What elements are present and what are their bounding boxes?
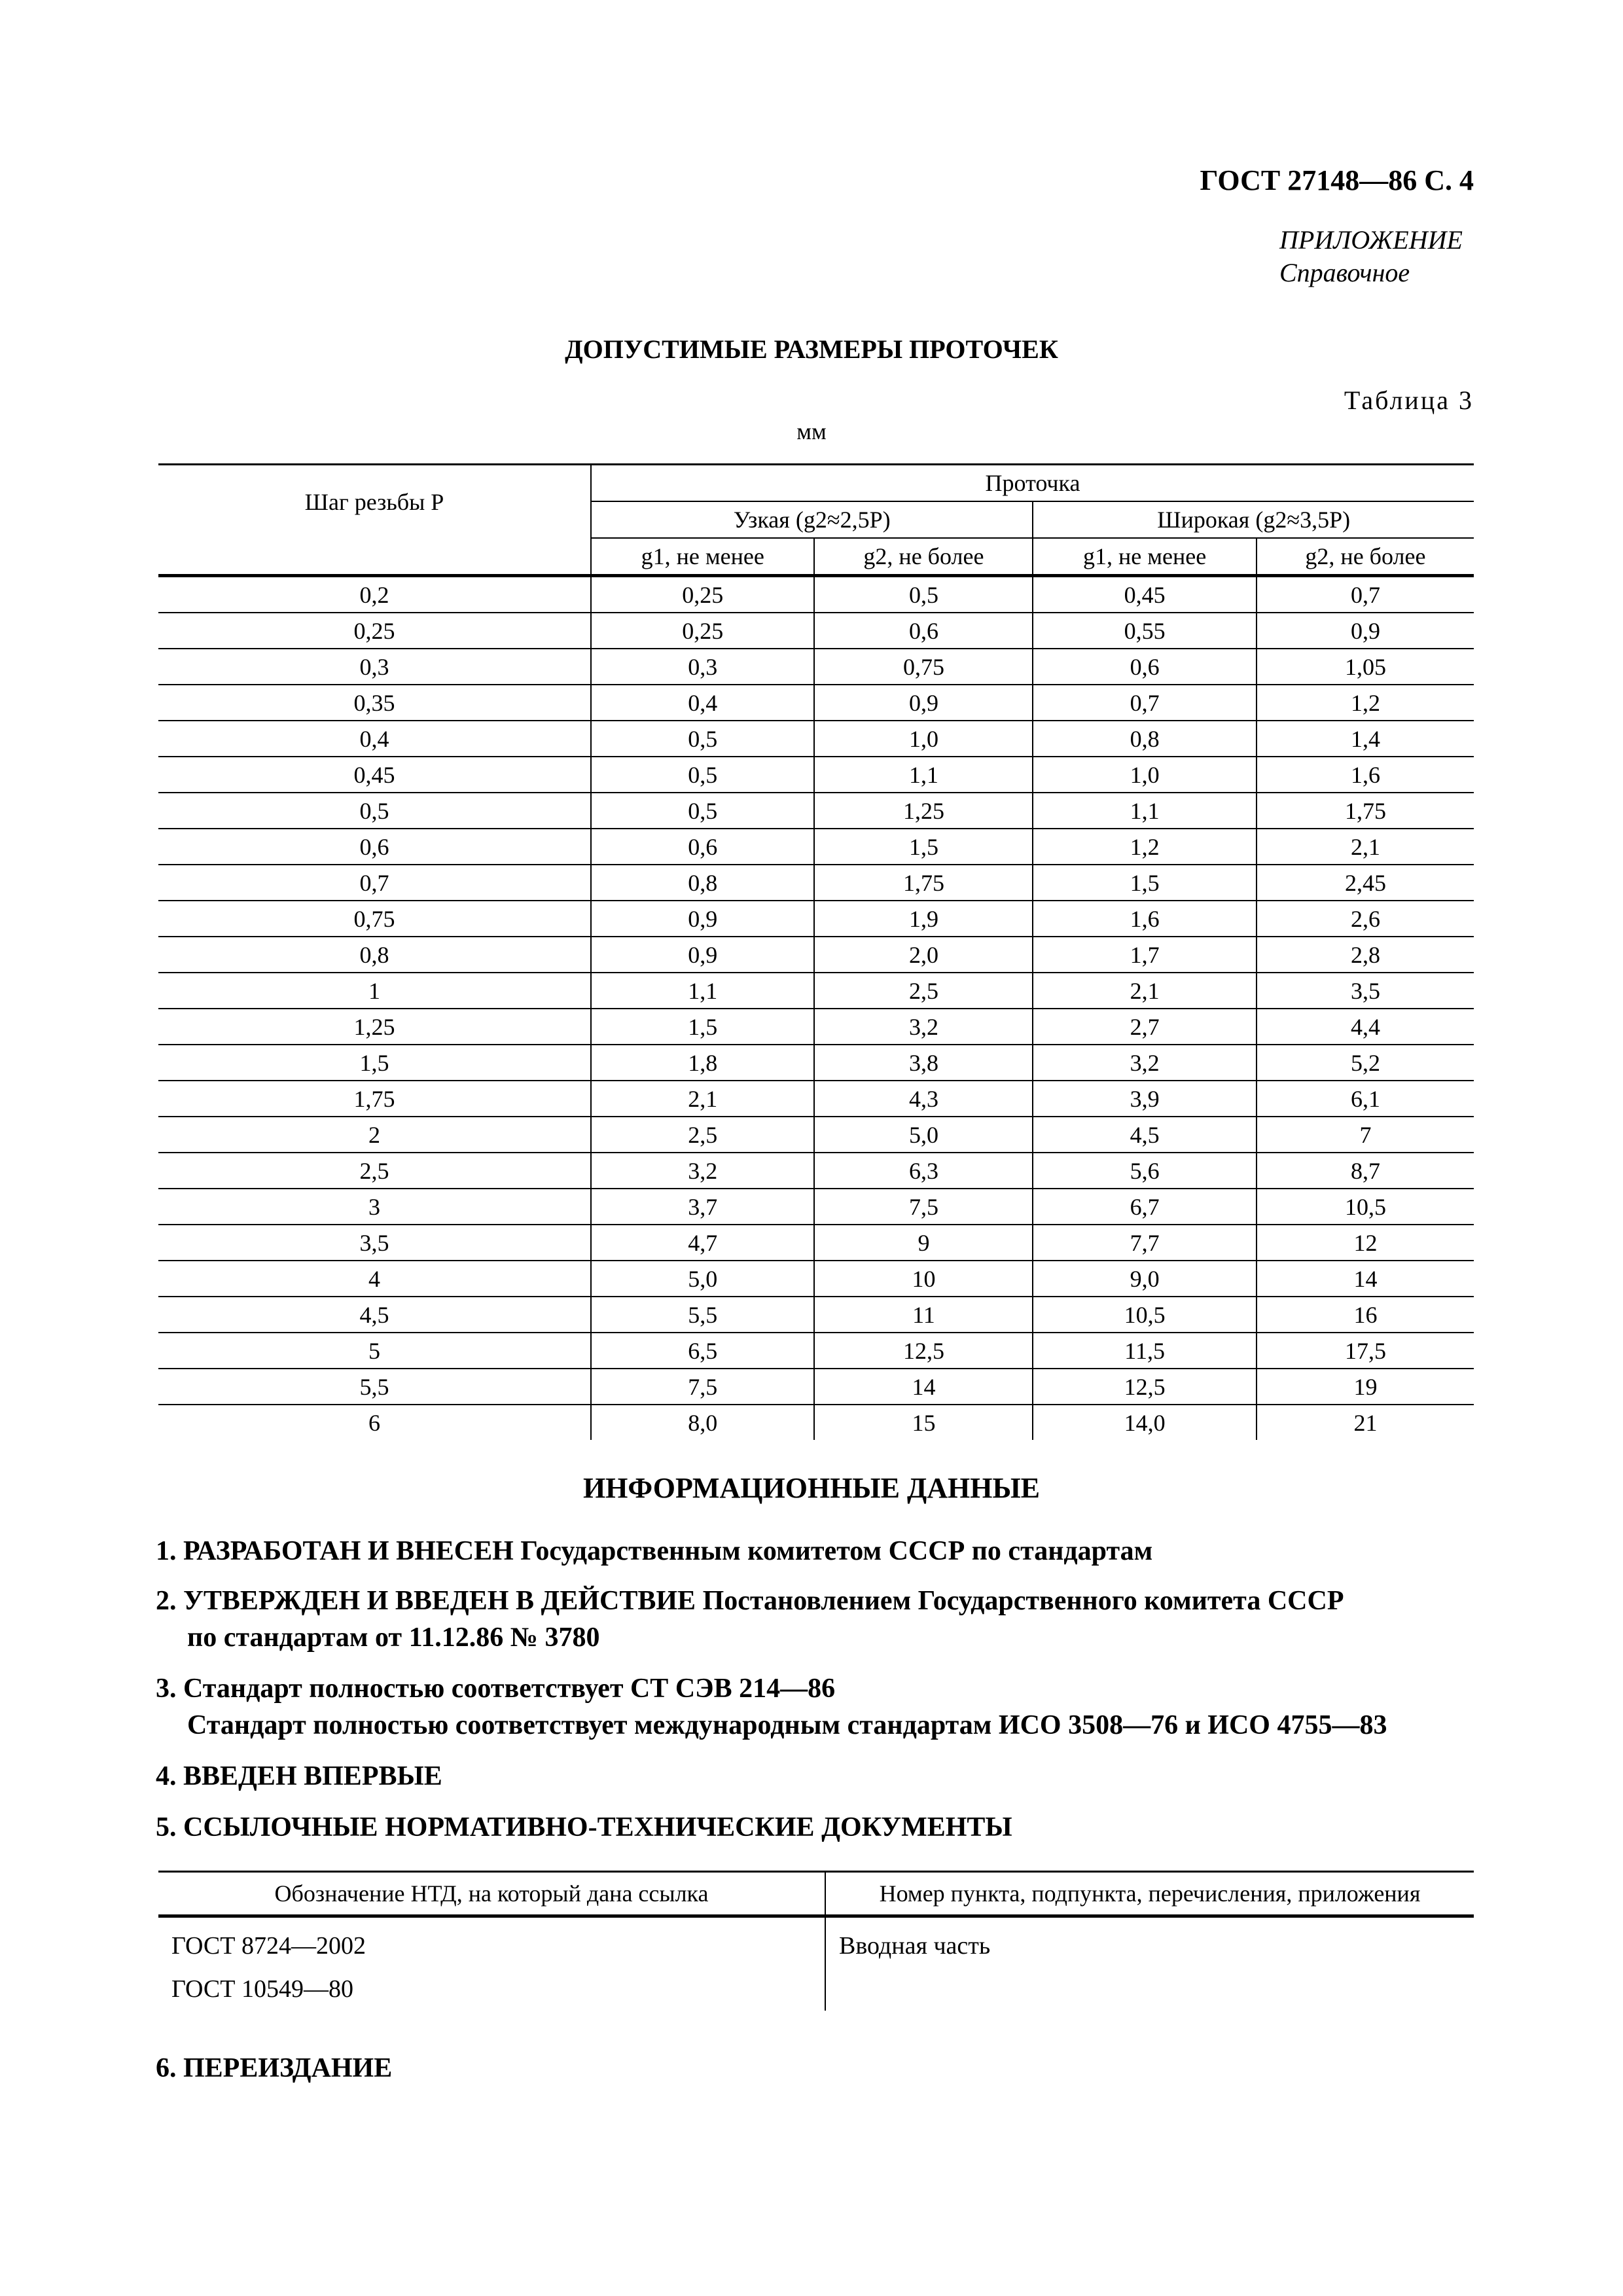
- table-cell: 0,9: [591, 901, 814, 937]
- table-cell: 21: [1257, 1405, 1474, 1440]
- table-row: [158, 576, 1474, 613]
- table-cell: 4,7: [591, 1225, 814, 1261]
- table-cell: 1,5: [1033, 865, 1256, 901]
- info-item-2-line1: 2. УТВЕРЖДЕН И ВВЕДЕН В ДЕЙСТВИЕ Постановлением Государственного комитета СССР: [156, 1586, 1344, 1616]
- info-item-2-line2: по стандартам от 11.12.86 № 3780: [187, 1623, 600, 1653]
- table-cell: 4,5: [1033, 1117, 1256, 1153]
- table-cell: 5,0: [591, 1261, 814, 1297]
- table-cell: 3,2: [814, 1009, 1033, 1045]
- table-cell: 1,5: [591, 1009, 814, 1045]
- table-cell: 3,8: [814, 1045, 1033, 1081]
- table-cell: 2,1: [591, 1081, 814, 1117]
- table-cell: 1,1: [814, 757, 1033, 793]
- ref-doc-1: ГОСТ 8724—2002: [171, 1932, 366, 1960]
- table-cell: 0,8: [591, 865, 814, 901]
- table-row: [158, 1297, 1474, 1333]
- table-cell: 5,5: [158, 1369, 591, 1405]
- table-cell: 9: [814, 1225, 1033, 1261]
- table-cell: 6: [158, 1405, 591, 1440]
- ref-section-cell: Вводная часть: [825, 1916, 1474, 2011]
- table-row: [158, 901, 1474, 937]
- table-cell: 0,35: [158, 685, 591, 721]
- table-cell: 1,2: [1033, 829, 1256, 865]
- table-cell: 1,75: [814, 865, 1033, 901]
- col-header-narrow-g1: g1, не менее: [591, 538, 814, 576]
- table-cell: 9,0: [1033, 1261, 1256, 1297]
- col-header-wide-g1: g1, не менее: [1033, 538, 1256, 576]
- table-cell: 7,5: [591, 1369, 814, 1405]
- table-cell: 12,5: [1033, 1369, 1256, 1405]
- table-cell: 2,1: [1257, 829, 1474, 865]
- table-cell: 14: [814, 1369, 1033, 1405]
- table-label: Таблица 3: [1344, 386, 1474, 415]
- info-item-3-line2: Стандарт полностью соответствует международным стандартам ИСО 3508—76 и ИСО 4755—83: [187, 1710, 1387, 1740]
- table-cell: 4,5: [158, 1297, 591, 1333]
- table-cell: 2,45: [1257, 865, 1474, 901]
- col-header-narrow: Узкая (g2≈2,5P): [591, 501, 1033, 538]
- table-cell: 0,25: [591, 576, 814, 613]
- table-cell: 0,5: [591, 793, 814, 829]
- table-cell: 6,1: [1257, 1081, 1474, 1117]
- table-cell: 12: [1257, 1225, 1474, 1261]
- table-cell: 0,5: [158, 793, 591, 829]
- table-cell: 1,75: [158, 1081, 591, 1117]
- table-cell: 2: [158, 1117, 591, 1153]
- groove-dimensions-table: [158, 463, 1474, 1440]
- table-cell: 14: [1257, 1261, 1474, 1297]
- table-cell: 5,0: [814, 1117, 1033, 1153]
- table-cell: 8,0: [591, 1405, 814, 1440]
- table-cell: 5,5: [591, 1297, 814, 1333]
- table-row: [158, 1117, 1474, 1153]
- table-cell: 7,5: [814, 1189, 1033, 1225]
- table-cell: 1,6: [1033, 901, 1256, 937]
- table-cell: 1,8: [591, 1045, 814, 1081]
- table-cell: 1,25: [814, 793, 1033, 829]
- table-cell: 1,75: [1257, 793, 1474, 829]
- info-item-1: 1. РАЗРАБОТАН И ВНЕСЕН Государственным комитетом СССР по стандартам: [156, 1536, 1153, 1566]
- table-row: [158, 1009, 1474, 1045]
- table-cell: 2,1: [1033, 973, 1256, 1009]
- table-cell: 2,5: [814, 973, 1033, 1009]
- appendix-label: ПРИЛОЖЕНИЕ: [1279, 225, 1463, 255]
- col-header-wide: Широкая (g2≈3,5P): [1033, 501, 1474, 538]
- table-cell: 0,55: [1033, 613, 1256, 649]
- table-cell: 2,5: [591, 1117, 814, 1153]
- table-cell: 0,45: [1033, 576, 1256, 613]
- table-cell: 0,9: [814, 685, 1033, 721]
- info-item-3: [156, 1670, 1478, 1744]
- info-item-4: 4. ВВЕДЕН ВПЕРВЫЕ: [156, 1761, 442, 1791]
- table-cell: 0,8: [158, 937, 591, 973]
- table-cell: 6,5: [591, 1333, 814, 1369]
- ref-col-header-section: Номер пункта, подпункта, перечисления, приложения: [825, 1872, 1474, 1916]
- table-cell: 1,7: [1033, 937, 1256, 973]
- table-cell: 6,7: [1033, 1189, 1256, 1225]
- table-row: [158, 973, 1474, 1009]
- ref-row: [158, 1916, 1474, 2011]
- table-cell: 2,8: [1257, 937, 1474, 973]
- table-cell: 3,7: [591, 1189, 814, 1225]
- col-header-groove: Проточка: [591, 465, 1474, 502]
- table-cell: 3,5: [1257, 973, 1474, 1009]
- appendix-type: Справочное: [1279, 258, 1410, 287]
- table-cell: 10,5: [1033, 1297, 1256, 1333]
- table-cell: 7: [1257, 1117, 1474, 1153]
- col-header-blank: [158, 538, 591, 576]
- table-cell: 1,6: [1257, 757, 1474, 793]
- table-cell: 0,6: [814, 613, 1033, 649]
- table-cell: 5: [158, 1333, 591, 1369]
- table-cell: 0,75: [814, 649, 1033, 685]
- table-row: [158, 793, 1474, 829]
- table-cell: 4: [158, 1261, 591, 1297]
- ref-doc-2: ГОСТ 10549—80: [171, 1975, 353, 2003]
- table-row: [158, 685, 1474, 721]
- table-cell: 17,5: [1257, 1333, 1474, 1369]
- col-header-wide-g2: g2, не более: [1257, 538, 1474, 576]
- table-cell: 4,3: [814, 1081, 1033, 1117]
- table-cell: 0,3: [591, 649, 814, 685]
- table-row: [158, 1189, 1474, 1225]
- table-cell: 11: [814, 1297, 1033, 1333]
- table-row: [158, 1405, 1474, 1440]
- table-cell: 4,4: [1257, 1009, 1474, 1045]
- table-row: [158, 613, 1474, 649]
- table-cell: 0,45: [158, 757, 591, 793]
- info-title: ИНФОРМАЦИОННЫЕ ДАННЫЕ: [582, 1472, 1041, 1504]
- table-cell: 3: [158, 1189, 591, 1225]
- table-row: [158, 1153, 1474, 1189]
- table-cell: 14,0: [1033, 1405, 1256, 1440]
- table-cell: 10: [814, 1261, 1033, 1297]
- table-cell: 7,7: [1033, 1225, 1256, 1261]
- table-cell: 6,3: [814, 1153, 1033, 1189]
- table-cell: 16: [1257, 1297, 1474, 1333]
- table-row: [158, 1333, 1474, 1369]
- table-cell: 0,4: [158, 721, 591, 757]
- table-cell: 0,5: [591, 721, 814, 757]
- col-header-narrow-g2: g2, не более: [814, 538, 1033, 576]
- table-cell: 0,7: [1033, 685, 1256, 721]
- table-row: [158, 829, 1474, 865]
- table-cell: 15: [814, 1405, 1033, 1440]
- col-header-pitch-text: Шаг резьбы P: [304, 488, 444, 515]
- table-cell: 12,5: [814, 1333, 1033, 1369]
- table-cell: 3,2: [1033, 1045, 1256, 1081]
- table-cell: 5,6: [1033, 1153, 1256, 1189]
- table-cell: 1,5: [158, 1045, 591, 1081]
- table-unit: мм: [796, 418, 827, 444]
- table-row: [158, 1261, 1474, 1297]
- table-row: [158, 1369, 1474, 1405]
- table-cell: 0,2: [158, 576, 591, 613]
- table-cell: 8,7: [1257, 1153, 1474, 1189]
- table-cell: 1,5: [814, 829, 1033, 865]
- table-cell: 1,05: [1257, 649, 1474, 685]
- table-cell: 0,3: [158, 649, 591, 685]
- table-cell: 0,6: [591, 829, 814, 865]
- table-cell: 0,25: [591, 613, 814, 649]
- table-body: [158, 576, 1474, 1441]
- info-item-6: 6. ПЕРЕИЗДАНИЕ: [156, 2053, 393, 2083]
- ref-docs-cell: [158, 1916, 825, 2011]
- table-cell: 1,2: [1257, 685, 1474, 721]
- table-cell: 0,9: [591, 937, 814, 973]
- table-cell: 3,5: [158, 1225, 591, 1261]
- ref-col-header-doc: Обозначение НТД, на который дана ссылка: [158, 1872, 825, 1916]
- table-cell: 1,1: [1033, 793, 1256, 829]
- table-row: [158, 1081, 1474, 1117]
- table-row: [158, 865, 1474, 901]
- table-cell: 2,6: [1257, 901, 1474, 937]
- appendix-block: [1279, 224, 1463, 289]
- table-cell: 1,0: [1033, 757, 1256, 793]
- table-row: [158, 1045, 1474, 1081]
- table-cell: 0,5: [591, 757, 814, 793]
- info-item-5: 5. ССЫЛОЧНЫЕ НОРМАТИВНО-ТЕХНИЧЕСКИЕ ДОКУМЕНТЫ: [156, 1812, 1012, 1842]
- table-cell: 0,7: [1257, 576, 1474, 613]
- table-title: ДОПУСТИМЫЕ РАЗМЕРЫ ПРОТОЧЕК: [565, 334, 1058, 364]
- table-row: [158, 757, 1474, 793]
- table-cell: 19: [1257, 1369, 1474, 1405]
- table-cell: 0,7: [158, 865, 591, 901]
- table-cell: 1,4: [1257, 721, 1474, 757]
- table-cell: 11,5: [1033, 1333, 1256, 1369]
- table-cell: 2,7: [1033, 1009, 1256, 1045]
- info-item-3-line1: 3. Стандарт полностью соответствует СТ СЭВ 214—86: [156, 1674, 836, 1704]
- table-cell: 0,4: [591, 685, 814, 721]
- reference-documents-table: [158, 1871, 1474, 2011]
- table-cell: 10,5: [1257, 1189, 1474, 1225]
- document-code: ГОСТ 27148—86 С. 4: [1200, 164, 1474, 196]
- table-cell: 1,9: [814, 901, 1033, 937]
- table-row: [158, 937, 1474, 973]
- table-cell: 1,25: [158, 1009, 591, 1045]
- table-cell: 2,5: [158, 1153, 591, 1189]
- table-cell: 3,9: [1033, 1081, 1256, 1117]
- table-cell: 0,6: [158, 829, 591, 865]
- table-cell: 0,6: [1033, 649, 1256, 685]
- info-item-2: [156, 1583, 1478, 1656]
- table-cell: 1,1: [591, 973, 814, 1009]
- table-cell: 2,0: [814, 937, 1033, 973]
- table-cell: 0,25: [158, 613, 591, 649]
- table-cell: 0,75: [158, 901, 591, 937]
- table-cell: 0,5: [814, 576, 1033, 613]
- table-row: [158, 721, 1474, 757]
- table-cell: 0,9: [1257, 613, 1474, 649]
- table-cell: 1,0: [814, 721, 1033, 757]
- table-cell: 5,2: [1257, 1045, 1474, 1081]
- table-row: [158, 649, 1474, 685]
- table-row: [158, 1225, 1474, 1261]
- table-cell: 0,8: [1033, 721, 1256, 757]
- col-header-pitch: [158, 465, 591, 539]
- table-cell: 1: [158, 973, 591, 1009]
- table-cell: 3,2: [591, 1153, 814, 1189]
